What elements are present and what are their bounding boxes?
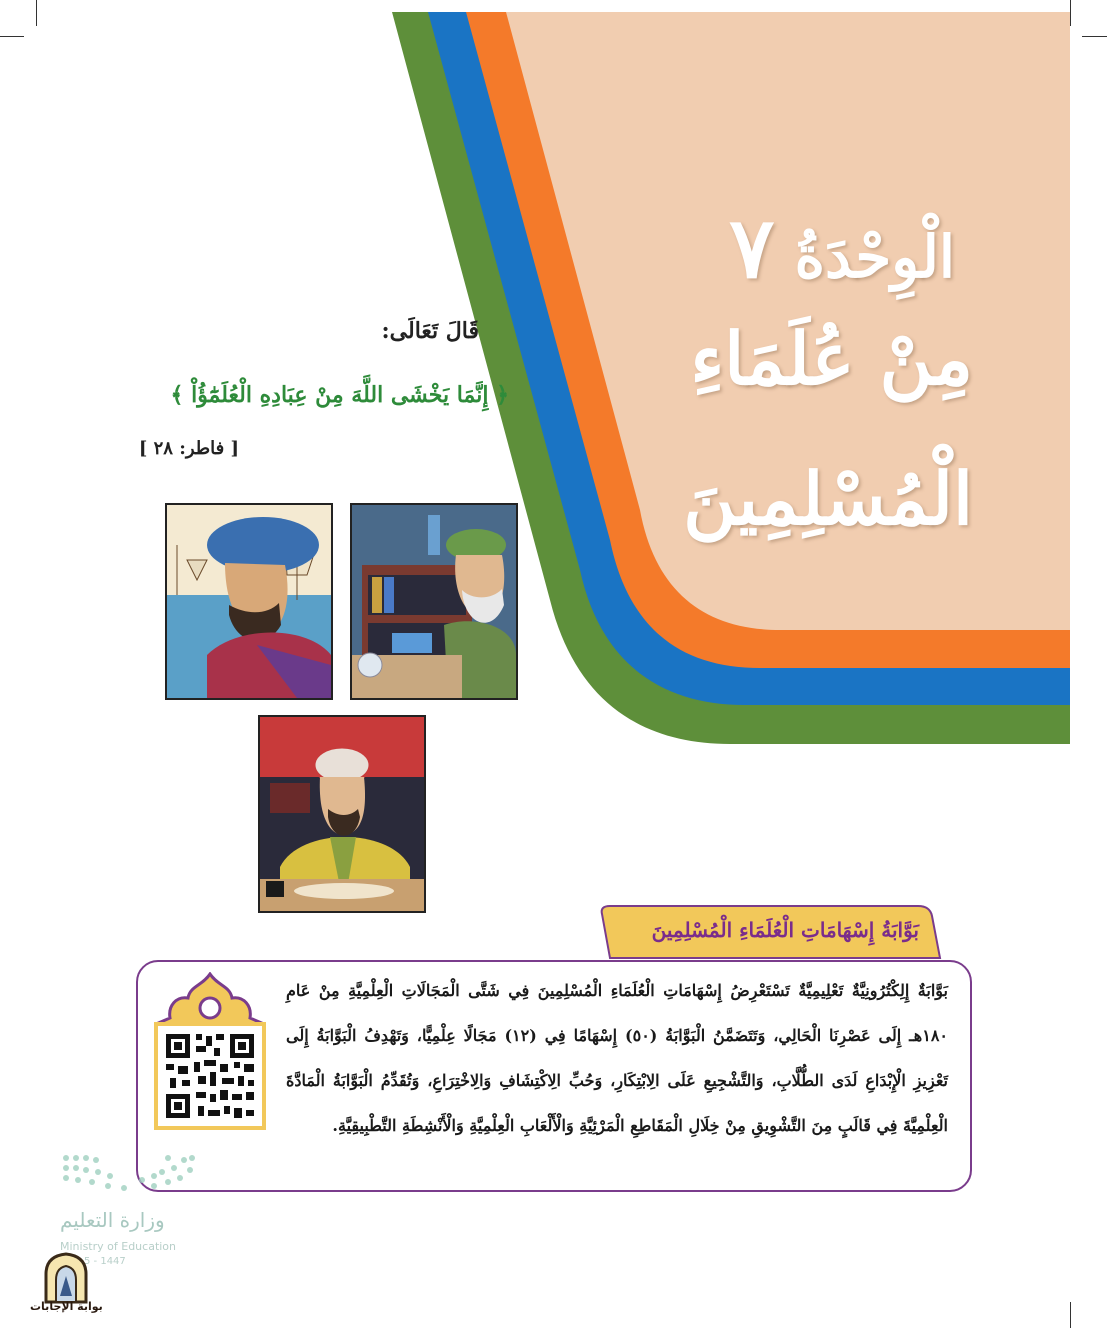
ministry-year: 5 - 1447 <box>84 1256 126 1267</box>
ministry-name-english: Ministry of Education <box>60 1240 177 1253</box>
illustration-navigator <box>165 503 333 700</box>
qr-code-block[interactable] <box>152 972 268 1132</box>
qr-code-icon <box>152 972 268 1132</box>
answers-gate-name: بوابة الإجابات <box>30 1300 103 1313</box>
unit-number: ٧ <box>729 198 775 297</box>
verse-reference: [ فاطر: ٢٨ ] <box>138 438 239 459</box>
unit-word: الْوِحْدَةُ <box>794 223 955 291</box>
unit-title-line2: الْمُسْلِمِينَ <box>683 456 973 541</box>
illustration-scholar-library <box>350 503 518 700</box>
portal-title: بَوَّابَةُ إِسْهَامَاتِ الْعُلَمَاءِ الْمُسْلِمِينَ <box>651 918 919 942</box>
ministry-name-arabic: وزارة التعليم <box>60 1208 165 1232</box>
quote-intro: قَالَ تَعَالَى: <box>381 318 479 344</box>
unit-label <box>729 198 955 297</box>
portal-description: بَوَّابَةٌ إِلِكْتُرُونِيَّةٌ تَعْلِيمِيَّةٌ تَسْتَعْرِضُ إِسْهَامَاتِ الْعُلَمَاءِ الْمُسْلِمِينَ فِي شَتَّى الْمَجَالَاتِ الْعِلْمِيَّةِ مِنْ عَامِ ١٨٠هـ إِلَى عَصْرِنَا الْحَالِي، وَتَتَضَمَّنُ الْبَوَّابَةُ (٥٠) إِسْهَامًا فِي (١٢) مَجَالًا عِلْمِيًّا، وَتَهْدِفُ الْبَوَّابَةُ إِلَى تَعْزِيزِ الْإِبْدَاعِ لَدَى الطُّلَّابِ، وَالتَّشْجِيعِ عَلَى الِابْتِكَارِ، وَحُبِّ الِاكْتِشَافِ وَالِاخْتِرَاعِ، وَتُقَدِّمُ الْبَوَّابَةُ الْمَادَّةَ الْعِلْمِيَّةَ فِي قَالَبٍ مِنَ التَّشْوِيقِ مِنْ خِلَالِ الْمَقَاطِعِ الْمَرْئِيَّةِ وَالْأَلْعَابِ الْعِلْمِيَّةِ وَالْأَنْشِطَةِ التَّطْبِيقِيَّةِ. <box>286 981 948 1135</box>
unit-title-line1: مِنْ عُلَمَاءِ <box>690 316 973 401</box>
illustration-scholar-writing <box>258 715 426 913</box>
quran-verse: ﴿ إِنَّمَا يَخْشَى اللَّهَ مِنْ عِبَادِهِ الْعُلَمَٰٓؤُاْ ﴾ <box>170 382 509 408</box>
